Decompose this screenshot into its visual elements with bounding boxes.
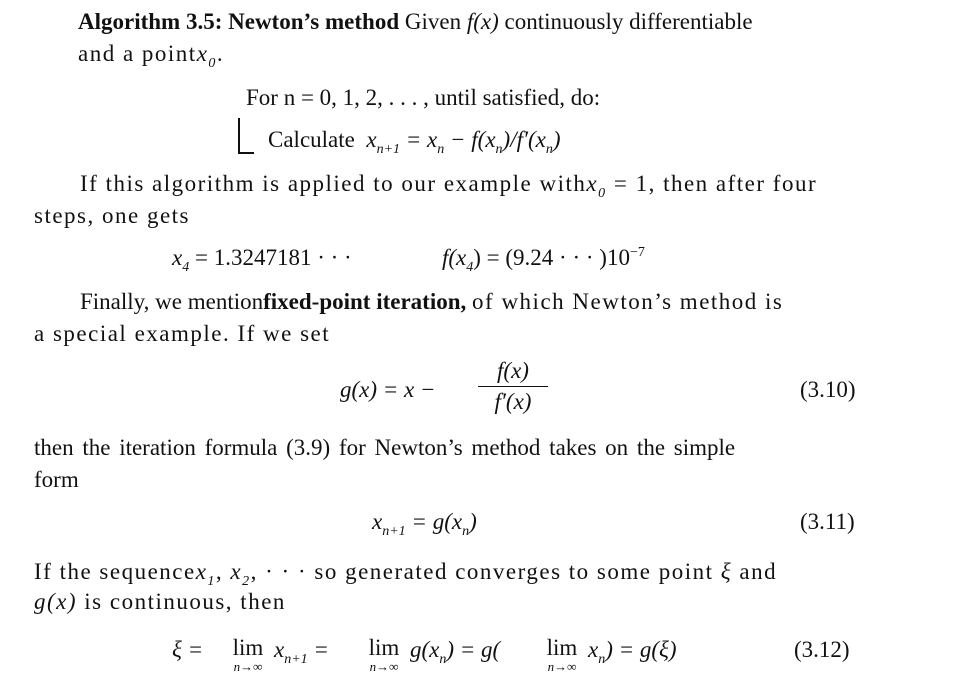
eq311-rhs: = g(x (411, 509, 463, 534)
x0-symbol: x (196, 41, 209, 66)
eq312-term3 (588, 636, 677, 668)
calculate-line (268, 126, 561, 158)
fixed-point-term: fixed-point iteration, (263, 289, 467, 314)
eq311-lhs: x (372, 509, 383, 534)
calculate-word: Calculate (268, 127, 355, 152)
paragraph4-line1 (34, 558, 777, 590)
seq-comma: , (215, 559, 224, 584)
given-point-text: and a point (78, 41, 197, 66)
x4-sub: 4 (182, 260, 190, 275)
fraction-bar (478, 386, 548, 387)
seq-x1: x (195, 559, 208, 584)
x4-value: = 1.3247181 · · · (194, 245, 352, 270)
x4-symbol: x (172, 245, 183, 270)
eq311 (372, 508, 477, 540)
eq311-close: ) (469, 509, 477, 534)
para1-text: If this algorithm is applied to our example with (80, 171, 587, 196)
para1-x0: x (586, 171, 599, 196)
eq311-rhs-sub: n (462, 524, 470, 539)
eq312-xi-eq: ξ = (172, 637, 204, 662)
para1-x0-sub: 0 (598, 186, 607, 201)
fx4-result (442, 244, 645, 276)
para4-post: so generated converges to some point (314, 559, 714, 584)
algorithm-heading-line (78, 8, 753, 36)
newton-update-formula: $x_{n+1} = x_n - f(x_n)/f'(x_n)$ (360, 127, 561, 157)
eq310-label: (3.10) (800, 377, 856, 402)
given-word: Given (404, 9, 462, 34)
for-loop-line: For n = 0, 1, 2, . . . , until satisfied, do: (246, 85, 601, 110)
eq310-numerator: f(x) (497, 358, 529, 383)
paragraph3-line1: then the iteration formula (3.9) for Newton’s method takes on the simple (34, 435, 736, 460)
x4-result (172, 244, 352, 276)
eq312-term2 (410, 636, 500, 668)
lim-word: lim (368, 635, 400, 660)
function-fx: f(x) (466, 9, 499, 34)
fx4-value: ) = (9.24 · · · )10 (473, 245, 630, 270)
eq312-term1 (274, 636, 329, 668)
seq-x1-sub: 1 (207, 574, 216, 589)
lim-word: lim (232, 635, 264, 660)
and-word: and (739, 559, 778, 584)
eq310-denominator: f′(x) (494, 389, 532, 414)
paragraph2-line2: a special example. If we set (34, 321, 331, 346)
fx4-exponent: −7 (629, 245, 645, 260)
eq312-lim1 (226, 636, 270, 673)
para2-pre: Finally, we mention (80, 289, 264, 314)
eq310-fraction (478, 358, 548, 415)
para2-post: of which Newton’s method is (472, 289, 784, 314)
x0-subscript: 0 (208, 56, 217, 71)
seq-x2-sub: 2 (242, 574, 251, 589)
loop-bracket (238, 118, 254, 154)
t1-x: x (274, 637, 285, 662)
paragraph2-line1 (80, 288, 783, 316)
t3-x: x (588, 637, 599, 662)
t3-close: ) = g(ξ) (605, 637, 677, 662)
lim-under: n→∞ (369, 659, 399, 674)
lim-under: n→∞ (547, 659, 577, 674)
para1-rest: = 1, then after four (613, 171, 818, 196)
paragraph1-line1 (80, 170, 817, 202)
t3-sub: n (598, 652, 606, 667)
t2-close: ) = g( (446, 637, 501, 662)
paragraph1-line2: steps, one gets (34, 203, 191, 228)
eq310-lhs: g(x) = x − (340, 377, 436, 402)
algorithm-label: Algorithm 3.5: (78, 9, 223, 34)
lim-under: n→∞ (233, 659, 263, 674)
seq-dots: , · · · (250, 559, 308, 584)
t1-eq: = (313, 637, 329, 662)
t2-gx: g(x (410, 637, 440, 662)
algorithm-second-line (78, 40, 224, 72)
eq311-label: (3.11) (800, 509, 855, 534)
gx-symbol: g(x) (34, 589, 78, 614)
para4-pre: If the sequence (34, 559, 196, 584)
eq312-lim2 (362, 636, 406, 673)
paragraph3-line2: form (34, 467, 79, 492)
algorithm-description: continuously differentiable (504, 9, 753, 34)
period: . (216, 41, 225, 66)
eq312-label: (3.12) (794, 637, 850, 662)
fx4-symbol: f(x (442, 245, 467, 270)
xi-symbol: ξ (720, 559, 733, 584)
t1-sub: n+1 (284, 652, 308, 667)
lim-word: lim (546, 635, 578, 660)
fx4-sub: 4 (466, 260, 474, 275)
eq312-lim3 (540, 636, 584, 673)
eq311-lhs-sub: n+1 (382, 524, 406, 539)
t2-sub: n (439, 652, 447, 667)
paragraph4-line2 (34, 588, 286, 616)
algorithm-name: Newton’s method (228, 9, 400, 34)
para4-line2-text: is continuous, then (84, 589, 286, 614)
seq-x2: x (230, 559, 243, 584)
